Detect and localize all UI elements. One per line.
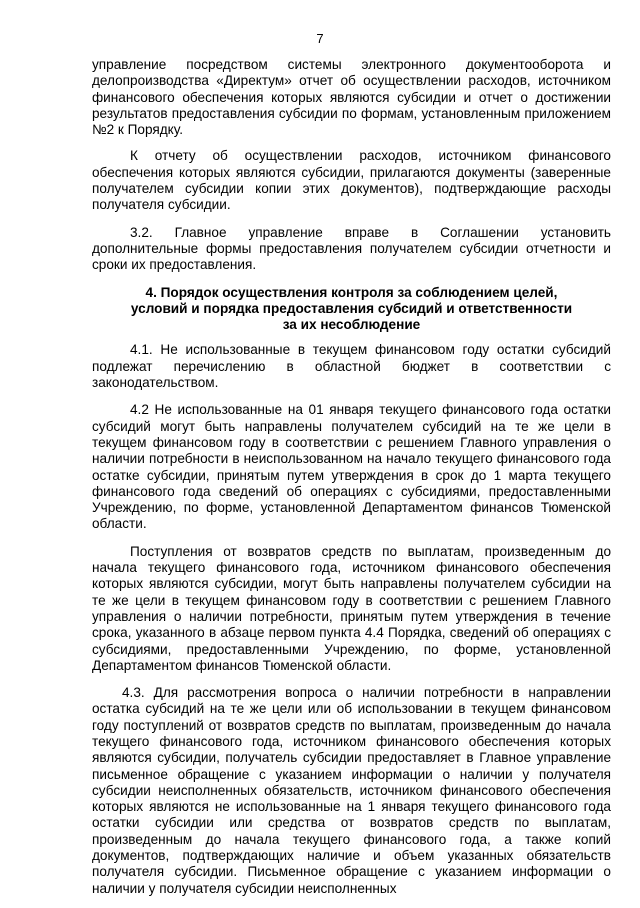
paragraph-4-1: 4.1. Не использованные в текущем финансовом году остатки субсидий подлежат перечислению в областной бюджет в соответствии с законодательством. bbox=[92, 342, 611, 391]
section-4-heading-line-3: за их несоблюдение bbox=[282, 317, 421, 333]
document-body bbox=[92, 57, 611, 908]
paragraph-4-2: 4.2 Не использованные на 01 января текущего финансового года остатки субсидий могут быть направлены получателем субсидий на те же цели в текущем финансовом году в соответствии с решением Главного управления о наличии потребности в неиспользованном на начало текущего финансового года остатке субсидии, принятым путем утверждения в срок до 1 марта текущего финансового года сведений об операциях с субсидиями, предоставленными Учреждению, по форме, установленной Департаментом финансов Тюменской области. bbox=[92, 402, 611, 532]
page-number: 7 bbox=[316, 31, 324, 46]
paragraph-4-3: 4.3. Для рассмотрения вопроса о наличии потребности в направлении остатка субсидий на те же цели или об использовании в текущем финансовом году поступлений от возвратов средств по выплатам, произведенным до начала текущего финансового года, источником финансового обеспечения которых являются субсидии, получатель субсидии предоставляет в Главное управление письменное обращение с указанием информации о наличии у получателя субсидии неисполненных обязательств, источником финансового обеспечения которых являются не использованные на 1 января текущего финансового года остатки субсидии или средства от возвратов средств по выплатам, произведенным до начала текущего финансового года, а также копий документов, подтверждающих наличие и объем указанных обязательств получателя субсидии. Письменное обращение с указанием информации о наличии у получателя субсидии неисполненных bbox=[92, 685, 611, 896]
section-4-heading-line-1: 4. Порядок осуществления контроля за соблюдением целей, bbox=[145, 284, 558, 300]
section-4-heading bbox=[92, 285, 611, 334]
paragraph-report-submission: управление посредством системы электронного документооборота и делопроизводства «Директум» отчет об осуществлении расходов, источником финансового обеспечения которых являются субсидии и отчет о достижении результатов предоставления субсидии по формам, установленным приложением №2 к Порядку. bbox=[92, 57, 611, 138]
paragraph-3-2: 3.2. Главное управление вправе в Соглашении установить дополнительные формы предоставления получателем субсидии отчетности и сроки их предоставления. bbox=[92, 224, 611, 273]
paragraph-report-attachments: К отчету об осуществлении расходов, источником финансового обеспечения которых являются субсидии, прилагаются документы (заверенные получателем субсидии копии этих документов), подтверждающие расходы получателя субсидии. bbox=[92, 148, 611, 213]
section-4-heading-line-2: условий и порядка предоставления субсидий и ответственности bbox=[130, 300, 573, 316]
paragraph-refund-receipts: Поступления от возвратов средств по выплатам, произведенным до начала текущего финансового года, источником финансового обеспечения которых являются субсидии, могут быть направлены получателем субсидии на те же цели в текущем финансовом году в соответствии с решением Главного управления о наличии потребности, принятым путем утверждения в течение срока, указанного в абзаце первом пункта 4.4 Порядка, сведений об операциях с субсидиями, предоставленными Учреждению, по форме, установленной Департаментом финансов Тюменской области. bbox=[92, 543, 611, 673]
